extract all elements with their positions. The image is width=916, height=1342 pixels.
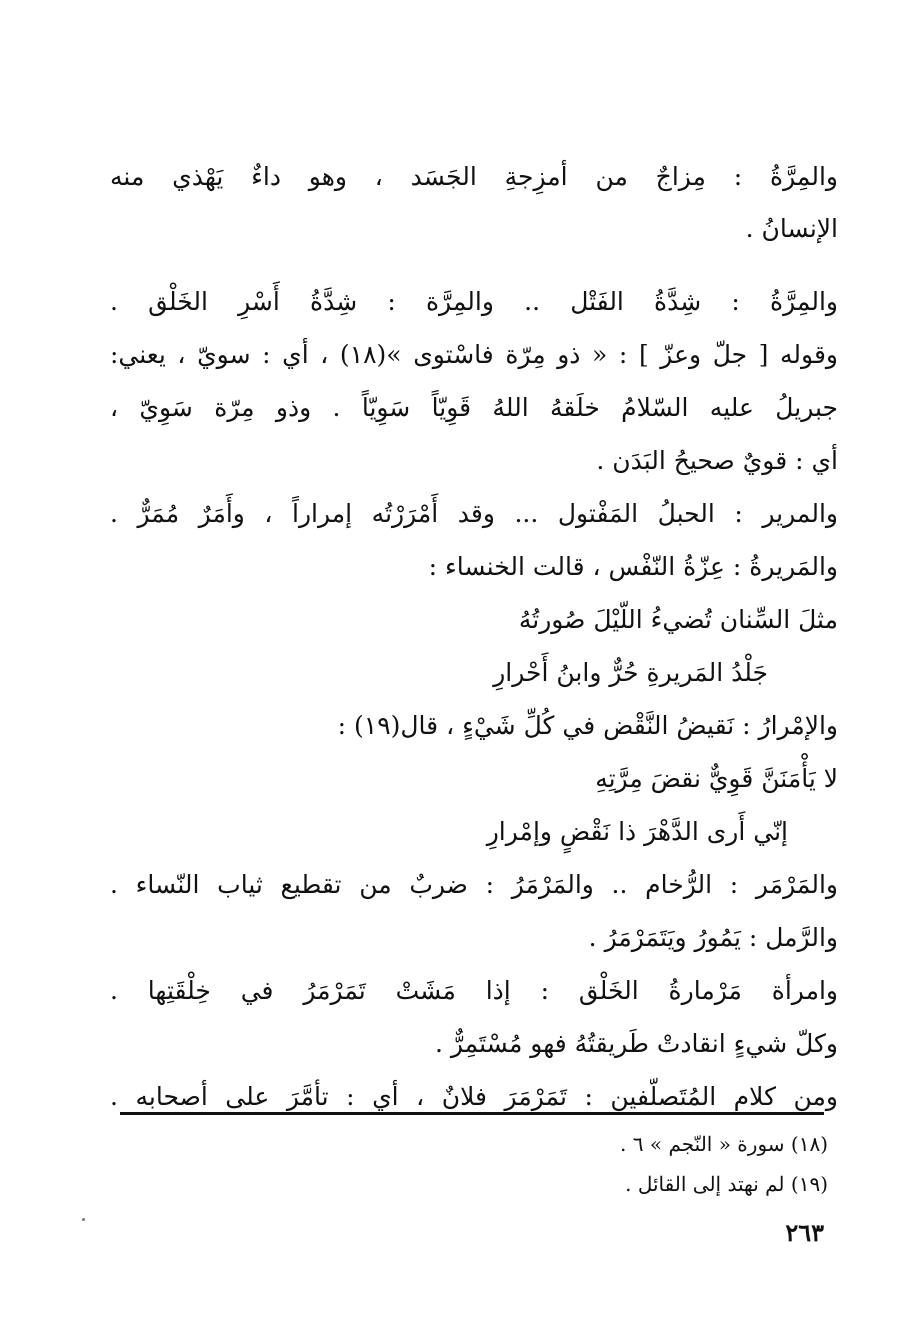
footnote-divider	[120, 1112, 824, 1115]
text-line: جبريلُ عليه السّلامُ خلَقهُ اللهُ قَوِيّاً سَوِيّاً . وذو مِرّة سَوِيّ ،	[110, 393, 838, 422]
text-line: وقوله [ جلّ وعزّ ] : « ذو مِرّة فاسْتوى »(١٨) ، أي : سويّ ، يعني:	[110, 340, 838, 369]
scan-speck	[82, 1218, 85, 1221]
footnote: (١٩) لم نهتد إلى القائل .	[625, 1172, 828, 1196]
footnote: (١٨) سورة « النّجم » ٦ .	[620, 1132, 828, 1156]
footnotes	[110, 1124, 828, 1204]
text-line: الإنسانُ .	[745, 214, 838, 243]
text-line: والمِرَّةُ : شِدَّةُ الفَتْل .. والمِرَّة : شِدَّةُ أَسْرِ الخَلْق .	[110, 287, 838, 316]
text-line: والإمْرارُ : نَقيضُ النَّقْض في كُلِّ شَيْءٍ ، قال(١٩) :	[337, 711, 838, 740]
verse-line: لا يَأْمَنَنَّ قَوِيٌّ نقضَ مِرَّتِهِ	[595, 764, 838, 793]
text-line: وكلّ شيءٍ انقادتْ طَريقتُهُ فهو مُسْتَمِرٌّ .	[434, 1029, 838, 1058]
text-line: أي : قويٌ صحيحُ البَدَن .	[596, 446, 838, 475]
text-line: والمَريرةُ : عِزّةُ النّفْس ، قالت الخنساء :	[428, 552, 838, 581]
text-line: والمرير : الحبلُ المَفْتول ... وقد أَمْرَرْتُه إمراراً ، وأَمَرٌ مُمَرٌّ .	[110, 499, 838, 528]
text-line: والرَّمل : يَمُورُ ويَتَمَرْمَرُ .	[588, 923, 838, 952]
main-text	[110, 152, 838, 1123]
text-line: وامرأة مَرْمارةُ الخَلْق : إذا مَشَتْ تَمَرْمَرُ في خِلْقَتِها .	[110, 976, 838, 1005]
page-number: ٢٦٣	[785, 1218, 824, 1247]
text-line: ومن كلام المُتَصلّفين : تَمَرْمَرَ فلانٌ ، أي : تأمَّرَ على أصحابه .	[110, 1082, 838, 1111]
verse-line: جَلْدُ المَريرةِ حُرٌّ وابنُ أَحْرارِ	[493, 658, 768, 687]
verse-line: إنّي أَرى الدَّهْرَ ذا نَقْضٍ وإمْرارِ	[486, 817, 788, 846]
verse-line: مثلَ السِّنان تُضيءُ اللّيْلَ صُورتُهُ	[518, 605, 838, 634]
text-line: والمِرَّةُ : مِزاجٌ من أمزِجةِ الجَسَد ، وهو داءٌ يَهْذي منه	[110, 162, 838, 191]
text-line: والمَرْمَر : الرُّخام .. والمَرْمَرُ : ضربٌ من تقطيع ثياب النّساء .	[110, 870, 838, 899]
